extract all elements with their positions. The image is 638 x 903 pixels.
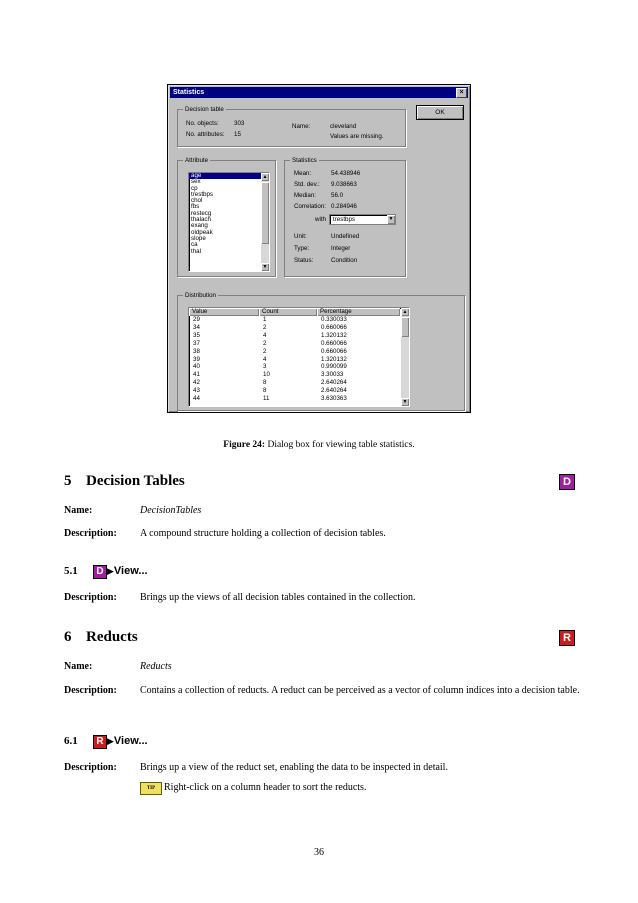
count-cell: 1 <box>263 316 267 323</box>
value-cell: 35 <box>193 331 200 339</box>
figure-caption <box>0 440 638 450</box>
decision-tables-icon: D <box>93 565 107 579</box>
count-cell: 4 <box>263 331 267 339</box>
column-header-percentage[interactable]: Percentage <box>317 308 400 316</box>
count-cell: 2 <box>263 323 267 331</box>
value-cell: 39 <box>193 355 200 363</box>
section-6-heading <box>64 629 138 646</box>
scroll-up-icon[interactable]: ▲ <box>262 174 268 180</box>
count-cell: 10 <box>263 371 270 379</box>
count-cell: 11 <box>263 395 270 402</box>
tip-text: Right-click on a column header to sort the reducts. <box>164 782 367 793</box>
subsection-5-1-heading <box>64 565 92 577</box>
dialog-title: Statistics <box>173 89 205 96</box>
section-5-heading <box>64 473 185 490</box>
attributes-value: 15 <box>234 131 241 138</box>
percentage-cell: 3.30033 <box>321 371 344 379</box>
name-label: Name: <box>64 505 93 516</box>
objects-value: 303 <box>234 120 245 127</box>
value-cell: 44 <box>193 395 200 402</box>
mean-value: 54.438946 <box>331 170 361 177</box>
description-label: Description: <box>64 685 117 696</box>
type-label: Type: <box>294 245 310 252</box>
scroll-thumb[interactable] <box>401 317 409 337</box>
distribution-group-title: Distribution <box>185 292 216 299</box>
with-label: with <box>315 216 327 223</box>
attribute-group-title: Attribute <box>185 157 209 164</box>
percentage-cell: 0.660066 <box>321 323 347 331</box>
subsection-5-1-title <box>107 565 148 577</box>
scroll-down-icon[interactable]: ▼ <box>402 399 408 405</box>
scroll-thumb[interactable] <box>261 182 269 244</box>
type-value: Integer <box>331 245 351 252</box>
percentage-cell: 1.320132 <box>321 355 347 363</box>
section-number: 5 <box>64 473 72 489</box>
stddev-value: 9.038663 <box>331 181 357 188</box>
missing-values-note: Values are missing. <box>330 133 384 140</box>
distribution-table[interactable] <box>188 307 410 407</box>
unit-value: Undefined <box>331 233 360 240</box>
subsection-number: 5.1 <box>64 565 78 577</box>
view-menu-item: View... <box>113 565 148 577</box>
stddev-label: Std. dev.: <box>294 181 320 188</box>
distribution-group <box>177 292 465 411</box>
description-value: Brings up the views of all decision tables contained in the collection. <box>140 592 416 603</box>
mean-label: Mean: <box>294 170 312 177</box>
objects-label: No. objects: <box>186 120 219 127</box>
count-cell: 2 <box>263 339 267 347</box>
percentage-cell: 0.990099 <box>321 363 347 371</box>
attribute-list-item[interactable]: slope <box>191 234 206 242</box>
attribute-list-item[interactable]: fbs <box>191 203 200 211</box>
statistics-group-title: Statistics <box>292 157 317 164</box>
attribute-list-item[interactable]: ca <box>191 241 198 249</box>
percentage-cell: 2.640264 <box>321 387 347 395</box>
attribute-list-item[interactable]: age <box>189 173 269 179</box>
attributes-label: No. attributes: <box>186 131 225 138</box>
percentage-cell: 1.320132 <box>321 331 347 339</box>
count-cell: 4 <box>263 355 267 363</box>
count-cell: 8 <box>263 379 267 387</box>
value-cell: 37 <box>193 339 200 347</box>
value-cell: 41 <box>193 371 200 379</box>
reducts-icon: R <box>559 630 575 646</box>
attribute-list-item[interactable]: thal <box>191 247 201 255</box>
page-number: 36 <box>314 847 324 858</box>
subsection-number: 6.1 <box>64 735 78 747</box>
description-label: Description: <box>64 762 117 773</box>
subsection-6-1-title <box>107 735 148 747</box>
description-value: Contains a collection of reducts. A reduct can be perceived as a vector of column indices into a decision table. <box>140 685 580 696</box>
tip-icon: TIP <box>140 782 162 795</box>
section-title: Reducts <box>86 629 138 645</box>
statistics-group <box>284 157 406 277</box>
percentage-cell: 3.630363 <box>321 395 347 402</box>
attribute-list-item[interactable]: cp <box>191 184 198 192</box>
percentage-cell: 0.330033 <box>321 316 347 323</box>
scroll-down-icon[interactable]: ▼ <box>262 264 268 270</box>
table-name-value: cleveland <box>330 123 357 130</box>
attribute-list-item[interactable]: sex <box>191 178 201 186</box>
view-menu-item: View... <box>113 735 148 747</box>
statistics-dialog <box>167 84 471 413</box>
decision-table-group <box>177 106 406 147</box>
correlation-label: Correlation: <box>294 203 326 210</box>
percentage-cell: 0.660066 <box>321 347 347 355</box>
attribute-list-item[interactable]: restecg <box>191 209 212 217</box>
value-cell: 29 <box>193 316 200 323</box>
status-value: Condition <box>331 257 358 264</box>
description-label: Description: <box>64 592 117 603</box>
description-value: A compound structure holding a collection of decision tables. <box>140 528 386 539</box>
description-value: Brings up a view of the reduct set, enabling the data to be inspected in detail. <box>140 762 448 773</box>
count-cell: 2 <box>263 347 267 355</box>
decision-tables-icon: D <box>559 474 575 490</box>
count-cell: 8 <box>263 387 267 395</box>
percentage-cell: 0.660066 <box>321 339 347 347</box>
figure-label: Figure 24: <box>223 440 266 450</box>
value-cell: 34 <box>193 323 200 331</box>
attribute-list-item[interactable]: exang <box>191 222 208 230</box>
value-cell: 40 <box>193 363 200 371</box>
value-cell: 42 <box>193 379 200 387</box>
subsection-6-1-heading <box>64 735 92 747</box>
description-label: Description: <box>64 528 117 539</box>
correlation-with-select[interactable] <box>329 214 396 225</box>
name-label: Name: <box>64 661 93 672</box>
attribute-list-item[interactable]: oldpeak <box>191 228 213 236</box>
arrow-right-icon: ▶ <box>107 736 114 746</box>
section-title: Decision Tables <box>86 473 185 489</box>
close-icon[interactable]: × <box>456 88 467 98</box>
distribution-scrollbar[interactable] <box>401 308 409 406</box>
arrow-right-icon: ▶ <box>107 566 114 576</box>
percentage-cell: 2.640264 <box>321 379 347 387</box>
attribute-list-item[interactable]: chol <box>191 197 203 205</box>
ok-button[interactable]: OK <box>416 105 464 120</box>
value-cell: 43 <box>193 387 200 395</box>
median-label: Median: <box>294 192 317 199</box>
figure-text: Dialog box for viewing table statistics. <box>267 440 415 450</box>
name-value: DecisionTables <box>140 505 202 516</box>
attribute-list-scrollbar[interactable] <box>261 173 269 271</box>
name-value: Reducts <box>140 661 172 672</box>
reducts-icon: R <box>93 735 107 749</box>
count-cell: 3 <box>263 363 267 371</box>
value-cell: 38 <box>193 347 200 355</box>
correlation-value: 0.284946 <box>331 203 357 210</box>
chevron-down-icon[interactable]: ▼ <box>388 216 394 222</box>
unit-label: Unit: <box>294 233 307 240</box>
scroll-up-icon[interactable]: ▲ <box>402 309 408 315</box>
table-name-label: Name: <box>292 123 311 130</box>
section-number: 6 <box>64 629 72 645</box>
dialog-title-bar <box>170 87 468 98</box>
correlation-with-value: trestbps <box>333 216 356 223</box>
status-label: Status: <box>294 257 314 264</box>
attribute-list[interactable] <box>188 172 270 272</box>
column-header-count[interactable]: Count <box>259 308 317 316</box>
attribute-group <box>177 157 276 277</box>
median-value: 56.0 <box>331 192 344 199</box>
attribute-list-item[interactable]: trestbps <box>191 190 214 198</box>
decision-table-group-title: Decision table <box>185 106 224 113</box>
column-header-value[interactable]: Value <box>189 308 259 316</box>
attribute-list-item[interactable]: thalach <box>191 216 211 224</box>
